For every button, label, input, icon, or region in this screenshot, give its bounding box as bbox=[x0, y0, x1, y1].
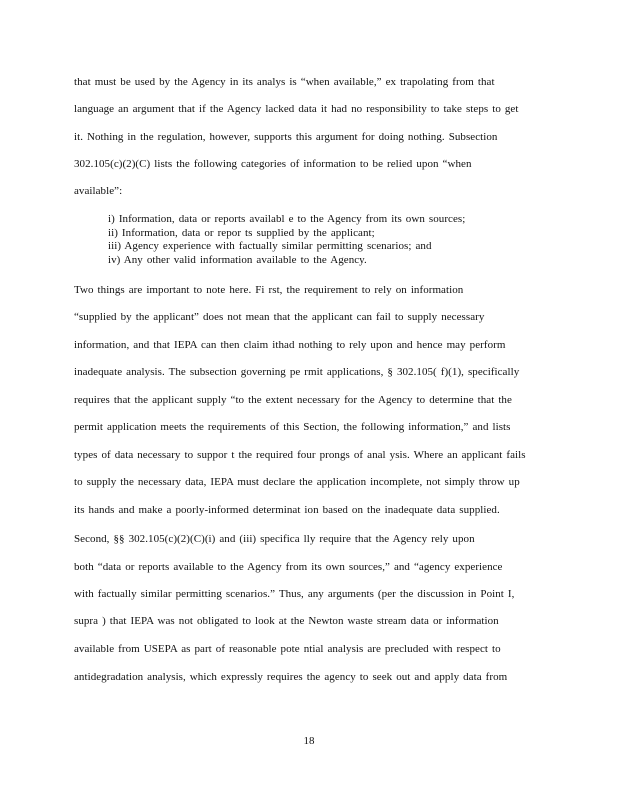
text-line: information, and that IEPA can then claim ithad nothing to rely upon and hence may perform bbox=[74, 339, 506, 351]
text-line: that must be used by the Agency in its analys is “when available,” ex trapolating from that bbox=[74, 76, 495, 88]
text-line: antidegradation analysis, which expressly requires the agency to seek out and apply data from bbox=[74, 671, 508, 683]
list-item: iv) Any other valid information available to the Agency. bbox=[108, 254, 367, 266]
text-line: permit application meets the requirements of this Section, the following information,” and lists bbox=[74, 421, 511, 433]
text-line: supra ) that IEPA was not obligated to look at the Newton waste stream data or information bbox=[74, 615, 499, 627]
text-line: with factually similar permitting scenarios.” Thus, any arguments (per the discussion in Point I, bbox=[74, 588, 515, 600]
text-line: Two things are important to note here. Fi rst, the requirement to rely on information bbox=[74, 284, 464, 296]
text-line: language an argument that if the Agency lacked data it had no responsibility to take steps to get bbox=[74, 103, 519, 115]
page-number: 18 bbox=[303, 735, 315, 747]
text-line: inadequate analysis. The subsection governing pe rmit applications, § 302.105( f)(1), specifically bbox=[74, 366, 520, 378]
text-line: available from USEPA as part of reasonable pote ntial analysis are precluded with respect to bbox=[74, 643, 501, 655]
text-line: Second, §§ 302.105(c)(2)(C)(i) and (iii) specifica lly require that the Agency rely upon bbox=[74, 533, 475, 545]
text-line: types of data necessary to suppor t the required four prongs of anal ysis. Where an applicant fails bbox=[74, 449, 526, 461]
text-line: “supplied by the applicant” does not mean that the applicant can fail to supply necessary bbox=[74, 311, 485, 323]
text-line: requires that the applicant supply “to the extent necessary for the Agency to determine that the bbox=[74, 394, 512, 406]
text-line: its hands and make a poorly-informed determinat ion based on the inadequate data supplied. bbox=[74, 504, 500, 516]
text-line: available”: bbox=[74, 185, 123, 197]
list-item: i) Information, data or reports availabl e to the Agency from its own sources; bbox=[108, 213, 466, 225]
text-line: 302.105(c)(2)(C) lists the following categories of information to be relied upon “when bbox=[74, 158, 472, 170]
text-line: both “data or reports available to the Agency from its own sources,” and “agency experience bbox=[74, 561, 503, 573]
list-item: iii) Agency experience with factually similar permitting scenarios; and bbox=[108, 240, 432, 252]
text-line: to supply the necessary data, IEPA must declare the application incomplete, not simply throw up bbox=[74, 476, 520, 488]
list-item: ii) Information, data or repor ts supplied by the applicant; bbox=[108, 227, 375, 239]
text-line: it. Nothing in the regulation, however, supports this argument for doing nothing. Subsection bbox=[74, 131, 498, 143]
